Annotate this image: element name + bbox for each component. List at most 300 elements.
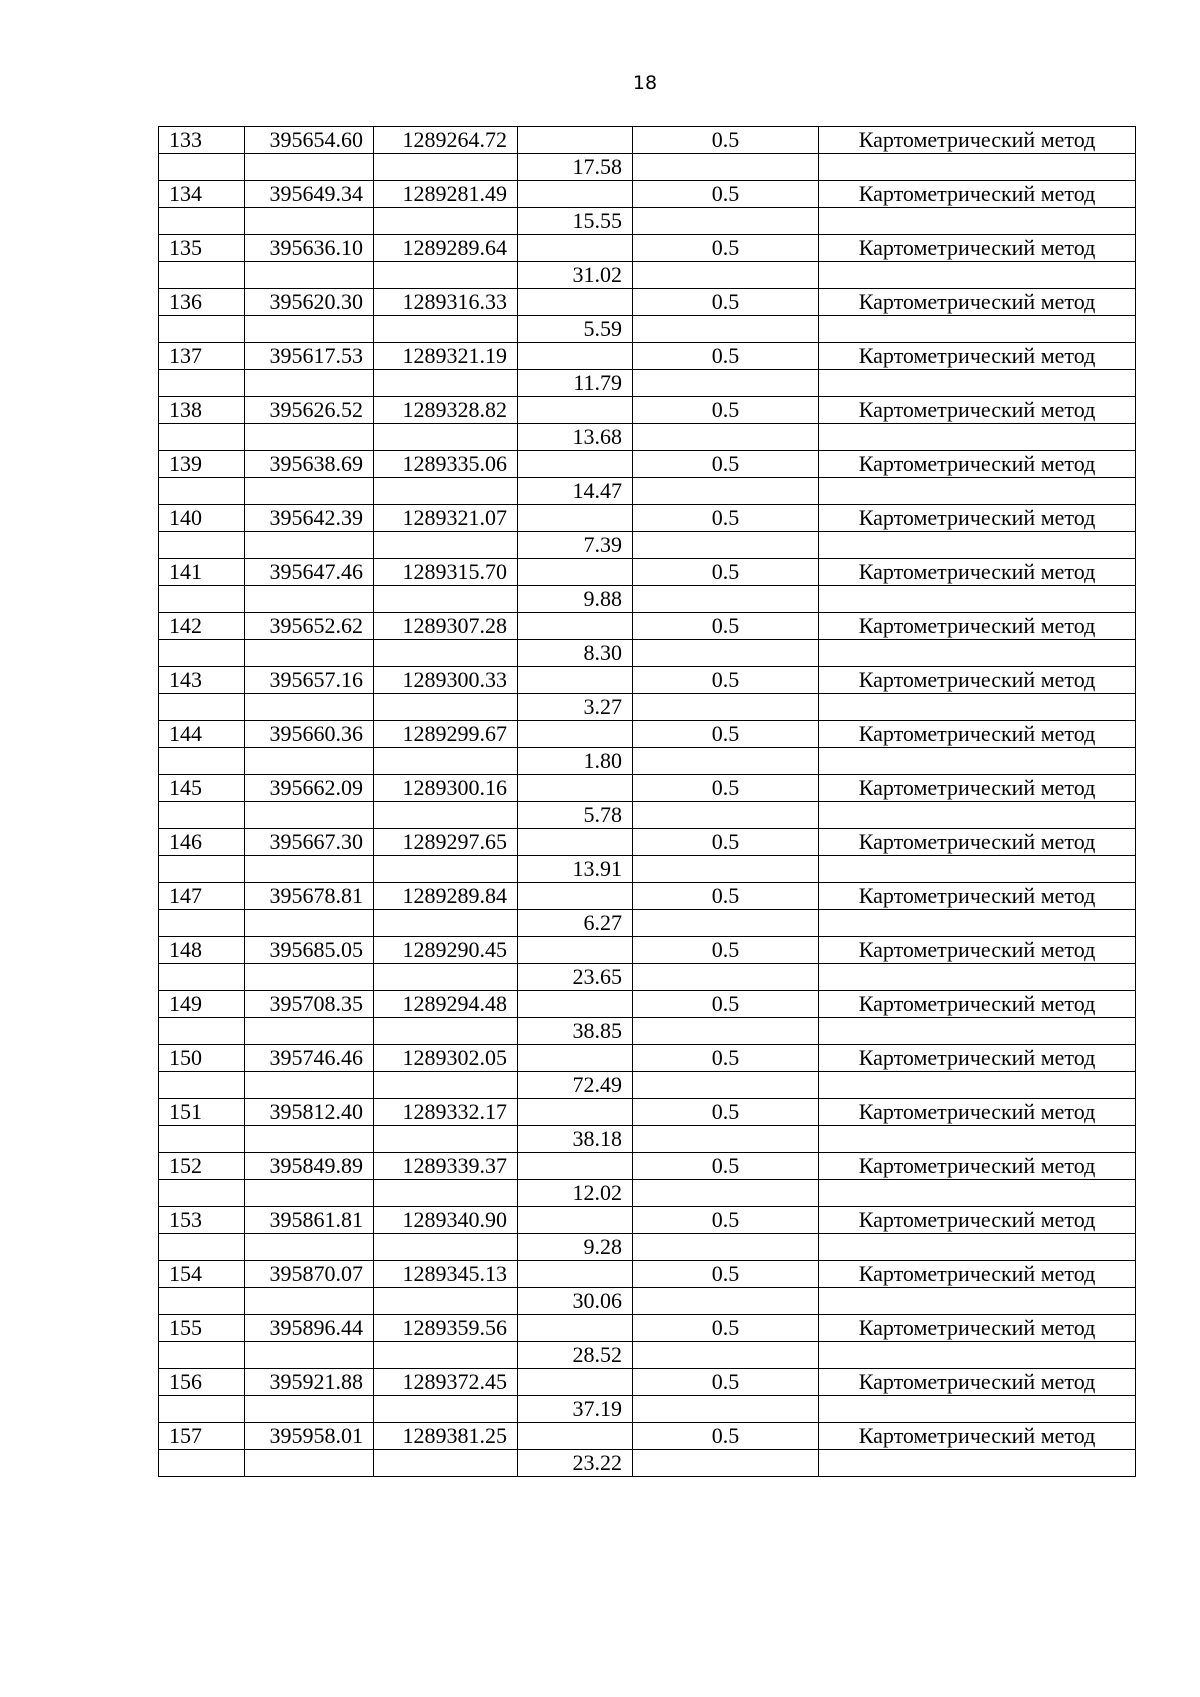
table-row-distance <box>159 316 1136 343</box>
table-row-point <box>159 613 1136 640</box>
point-number-cell: 140 <box>159 505 245 532</box>
empty-cell <box>518 127 633 154</box>
point-number-cell: 157 <box>159 1423 245 1450</box>
x-coordinate-cell: 395647.46 <box>245 559 374 586</box>
empty-cell <box>518 721 633 748</box>
accuracy-cell: 0.5 <box>633 1423 819 1450</box>
empty-cell <box>374 424 518 451</box>
point-number-cell: 147 <box>159 883 245 910</box>
accuracy-cell: 0.5 <box>633 397 819 424</box>
distance-cell: 37.19 <box>518 1396 633 1423</box>
empty-cell <box>819 1180 1136 1207</box>
empty-cell <box>159 964 245 991</box>
distance-cell: 17.58 <box>518 154 633 181</box>
method-cell: Картометрический метод <box>819 613 1136 640</box>
y-coordinate-cell: 1289281.49 <box>374 181 518 208</box>
table-row-point <box>159 1423 1136 1450</box>
table-row-point <box>159 883 1136 910</box>
table-row-point <box>159 1045 1136 1072</box>
empty-cell <box>245 478 374 505</box>
empty-cell <box>819 154 1136 181</box>
empty-cell <box>245 586 374 613</box>
empty-cell <box>245 1342 374 1369</box>
accuracy-cell: 0.5 <box>633 721 819 748</box>
empty-cell <box>245 1396 374 1423</box>
empty-cell <box>633 586 819 613</box>
empty-cell <box>159 1396 245 1423</box>
empty-cell <box>159 640 245 667</box>
empty-cell <box>159 910 245 937</box>
method-cell: Картометрический метод <box>819 451 1136 478</box>
method-cell: Картометрический метод <box>819 397 1136 424</box>
table-row-point <box>159 235 1136 262</box>
coordinates-table <box>158 126 1136 1477</box>
empty-cell <box>518 181 633 208</box>
empty-cell <box>819 262 1136 289</box>
accuracy-cell: 0.5 <box>633 991 819 1018</box>
table-row-point <box>159 829 1136 856</box>
y-coordinate-cell: 1289264.72 <box>374 127 518 154</box>
y-coordinate-cell: 1289321.19 <box>374 343 518 370</box>
empty-cell <box>374 694 518 721</box>
empty-cell <box>159 1288 245 1315</box>
distance-cell: 14.47 <box>518 478 633 505</box>
x-coordinate-cell: 395812.40 <box>245 1099 374 1126</box>
y-coordinate-cell: 1289328.82 <box>374 397 518 424</box>
empty-cell <box>159 532 245 559</box>
distance-cell: 9.88 <box>518 586 633 613</box>
distance-cell: 13.91 <box>518 856 633 883</box>
table-row-distance <box>159 1288 1136 1315</box>
empty-cell <box>633 316 819 343</box>
empty-cell <box>159 262 245 289</box>
empty-cell <box>374 1396 518 1423</box>
distance-cell: 38.18 <box>518 1126 633 1153</box>
empty-cell <box>819 1396 1136 1423</box>
empty-cell <box>633 748 819 775</box>
x-coordinate-cell: 395870.07 <box>245 1261 374 1288</box>
empty-cell <box>159 856 245 883</box>
empty-cell <box>245 424 374 451</box>
empty-cell <box>159 316 245 343</box>
empty-cell <box>819 910 1136 937</box>
empty-cell <box>159 208 245 235</box>
accuracy-cell: 0.5 <box>633 1261 819 1288</box>
empty-cell <box>518 883 633 910</box>
point-number-cell: 153 <box>159 1207 245 1234</box>
point-number-cell: 155 <box>159 1315 245 1342</box>
x-coordinate-cell: 395678.81 <box>245 883 374 910</box>
empty-cell <box>374 1126 518 1153</box>
table-row-distance <box>159 1396 1136 1423</box>
y-coordinate-cell: 1289300.16 <box>374 775 518 802</box>
accuracy-cell: 0.5 <box>633 1315 819 1342</box>
empty-cell <box>159 586 245 613</box>
empty-cell <box>374 1342 518 1369</box>
point-number-cell: 134 <box>159 181 245 208</box>
y-coordinate-cell: 1289294.48 <box>374 991 518 1018</box>
method-cell: Картометрический метод <box>819 1315 1136 1342</box>
x-coordinate-cell: 395626.52 <box>245 397 374 424</box>
empty-cell <box>245 154 374 181</box>
y-coordinate-cell: 1289300.33 <box>374 667 518 694</box>
accuracy-cell: 0.5 <box>633 181 819 208</box>
accuracy-cell: 0.5 <box>633 505 819 532</box>
y-coordinate-cell: 1289321.07 <box>374 505 518 532</box>
empty-cell <box>518 829 633 856</box>
empty-cell <box>245 748 374 775</box>
empty-cell <box>819 316 1136 343</box>
table-row-distance <box>159 1072 1136 1099</box>
empty-cell <box>518 1369 633 1396</box>
table-row-distance <box>159 694 1136 721</box>
empty-cell <box>819 694 1136 721</box>
empty-cell <box>159 424 245 451</box>
table-row-point <box>159 397 1136 424</box>
empty-cell <box>245 964 374 991</box>
page-number: 18 <box>632 72 658 94</box>
method-cell: Картометрический метод <box>819 343 1136 370</box>
empty-cell <box>245 802 374 829</box>
table-row-distance <box>159 802 1136 829</box>
method-cell: Картометрический метод <box>819 1153 1136 1180</box>
empty-cell <box>374 1234 518 1261</box>
empty-cell <box>633 1450 819 1477</box>
x-coordinate-cell: 395657.16 <box>245 667 374 694</box>
empty-cell <box>374 1180 518 1207</box>
table-row-point <box>159 127 1136 154</box>
method-cell: Картометрический метод <box>819 775 1136 802</box>
y-coordinate-cell: 1289381.25 <box>374 1423 518 1450</box>
table-row-distance <box>159 964 1136 991</box>
empty-cell <box>518 667 633 694</box>
method-cell: Картометрический метод <box>819 235 1136 262</box>
point-number-cell: 150 <box>159 1045 245 1072</box>
distance-cell: 5.59 <box>518 316 633 343</box>
y-coordinate-cell: 1289290.45 <box>374 937 518 964</box>
empty-cell <box>819 208 1136 235</box>
empty-cell <box>518 289 633 316</box>
x-coordinate-cell: 395861.81 <box>245 1207 374 1234</box>
table-row-point <box>159 1261 1136 1288</box>
accuracy-cell: 0.5 <box>633 829 819 856</box>
empty-cell <box>159 154 245 181</box>
table-row-point <box>159 667 1136 694</box>
empty-cell <box>633 1234 819 1261</box>
table-row-distance <box>159 586 1136 613</box>
empty-cell <box>159 1234 245 1261</box>
distance-cell: 15.55 <box>518 208 633 235</box>
x-coordinate-cell: 395642.39 <box>245 505 374 532</box>
x-coordinate-cell: 395649.34 <box>245 181 374 208</box>
empty-cell <box>633 532 819 559</box>
y-coordinate-cell: 1289359.56 <box>374 1315 518 1342</box>
empty-cell <box>633 1342 819 1369</box>
table-row-distance <box>159 1126 1136 1153</box>
empty-cell <box>245 1072 374 1099</box>
distance-cell: 31.02 <box>518 262 633 289</box>
distance-cell: 23.22 <box>518 1450 633 1477</box>
accuracy-cell: 0.5 <box>633 775 819 802</box>
distance-cell: 5.78 <box>518 802 633 829</box>
accuracy-cell: 0.5 <box>633 1153 819 1180</box>
distance-cell: 7.39 <box>518 532 633 559</box>
empty-cell <box>518 1153 633 1180</box>
empty-cell <box>819 1126 1136 1153</box>
empty-cell <box>374 640 518 667</box>
empty-cell <box>518 559 633 586</box>
table-row-distance <box>159 208 1136 235</box>
accuracy-cell: 0.5 <box>633 613 819 640</box>
table-row-point <box>159 451 1136 478</box>
empty-cell <box>245 1126 374 1153</box>
empty-cell <box>819 856 1136 883</box>
x-coordinate-cell: 395652.62 <box>245 613 374 640</box>
method-cell: Картометрический метод <box>819 1369 1136 1396</box>
table-row-distance <box>159 856 1136 883</box>
empty-cell <box>374 1288 518 1315</box>
empty-cell <box>518 1045 633 1072</box>
accuracy-cell: 0.5 <box>633 883 819 910</box>
empty-cell <box>245 1018 374 1045</box>
empty-cell <box>518 235 633 262</box>
point-number-cell: 137 <box>159 343 245 370</box>
empty-cell <box>374 262 518 289</box>
point-number-cell: 148 <box>159 937 245 964</box>
empty-cell <box>819 1288 1136 1315</box>
empty-cell <box>159 802 245 829</box>
empty-cell <box>245 1450 374 1477</box>
empty-cell <box>245 1180 374 1207</box>
table-row-distance <box>159 262 1136 289</box>
empty-cell <box>819 640 1136 667</box>
empty-cell <box>819 748 1136 775</box>
empty-cell <box>633 478 819 505</box>
distance-cell: 12.02 <box>518 1180 633 1207</box>
distance-cell: 38.85 <box>518 1018 633 1045</box>
empty-cell <box>374 478 518 505</box>
distance-cell: 3.27 <box>518 694 633 721</box>
empty-cell <box>518 1099 633 1126</box>
empty-cell <box>633 1288 819 1315</box>
accuracy-cell: 0.5 <box>633 1099 819 1126</box>
x-coordinate-cell: 395620.30 <box>245 289 374 316</box>
empty-cell <box>245 856 374 883</box>
empty-cell <box>374 208 518 235</box>
y-coordinate-cell: 1289316.33 <box>374 289 518 316</box>
empty-cell <box>518 1207 633 1234</box>
empty-cell <box>374 910 518 937</box>
empty-cell <box>633 640 819 667</box>
x-coordinate-cell: 395849.89 <box>245 1153 374 1180</box>
empty-cell <box>245 208 374 235</box>
distance-cell: 6.27 <box>518 910 633 937</box>
method-cell: Картометрический метод <box>819 1099 1136 1126</box>
table-row-distance <box>159 748 1136 775</box>
table-row-distance <box>159 532 1136 559</box>
empty-cell <box>159 1072 245 1099</box>
accuracy-cell: 0.5 <box>633 451 819 478</box>
empty-cell <box>819 478 1136 505</box>
point-number-cell: 145 <box>159 775 245 802</box>
empty-cell <box>245 316 374 343</box>
table-row-point <box>159 559 1136 586</box>
table-row-point <box>159 181 1136 208</box>
empty-cell <box>518 775 633 802</box>
table-row-point <box>159 343 1136 370</box>
table-row-point <box>159 1153 1136 1180</box>
empty-cell <box>374 802 518 829</box>
point-number-cell: 139 <box>159 451 245 478</box>
table-row-distance <box>159 424 1136 451</box>
accuracy-cell: 0.5 <box>633 667 819 694</box>
empty-cell <box>159 1180 245 1207</box>
empty-cell <box>819 424 1136 451</box>
empty-cell <box>159 1126 245 1153</box>
method-cell: Картометрический метод <box>819 991 1136 1018</box>
point-number-cell: 149 <box>159 991 245 1018</box>
x-coordinate-cell: 395746.46 <box>245 1045 374 1072</box>
empty-cell <box>374 964 518 991</box>
table-row-distance <box>159 478 1136 505</box>
empty-cell <box>245 640 374 667</box>
empty-cell <box>245 1288 374 1315</box>
table-row-point <box>159 505 1136 532</box>
y-coordinate-cell: 1289307.28 <box>374 613 518 640</box>
empty-cell <box>374 154 518 181</box>
empty-cell <box>633 424 819 451</box>
empty-cell <box>819 586 1136 613</box>
empty-cell <box>374 1450 518 1477</box>
empty-cell <box>633 1018 819 1045</box>
x-coordinate-cell: 395654.60 <box>245 127 374 154</box>
x-coordinate-cell: 395638.69 <box>245 451 374 478</box>
empty-cell <box>819 802 1136 829</box>
accuracy-cell: 0.5 <box>633 559 819 586</box>
empty-cell <box>518 1315 633 1342</box>
empty-cell <box>633 964 819 991</box>
empty-cell <box>633 208 819 235</box>
method-cell: Картометрический метод <box>819 667 1136 694</box>
point-number-cell: 133 <box>159 127 245 154</box>
method-cell: Картометрический метод <box>819 127 1136 154</box>
table-row-point <box>159 937 1136 964</box>
empty-cell <box>374 856 518 883</box>
empty-cell <box>245 532 374 559</box>
point-number-cell: 136 <box>159 289 245 316</box>
empty-cell <box>819 370 1136 397</box>
x-coordinate-cell: 395662.09 <box>245 775 374 802</box>
y-coordinate-cell: 1289289.84 <box>374 883 518 910</box>
accuracy-cell: 0.5 <box>633 343 819 370</box>
empty-cell <box>518 1423 633 1450</box>
method-cell: Картометрический метод <box>819 829 1136 856</box>
table-row-point <box>159 1207 1136 1234</box>
x-coordinate-cell: 395708.35 <box>245 991 374 1018</box>
empty-cell <box>633 694 819 721</box>
method-cell: Картометрический метод <box>819 1261 1136 1288</box>
y-coordinate-cell: 1289302.05 <box>374 1045 518 1072</box>
x-coordinate-cell: 395667.30 <box>245 829 374 856</box>
empty-cell <box>518 505 633 532</box>
distance-cell: 28.52 <box>518 1342 633 1369</box>
point-number-cell: 151 <box>159 1099 245 1126</box>
y-coordinate-cell: 1289340.90 <box>374 1207 518 1234</box>
distance-cell: 9.28 <box>518 1234 633 1261</box>
empty-cell <box>633 1396 819 1423</box>
table-row-distance <box>159 1180 1136 1207</box>
empty-cell <box>374 1018 518 1045</box>
empty-cell <box>159 1450 245 1477</box>
method-cell: Картометрический метод <box>819 289 1136 316</box>
y-coordinate-cell: 1289339.37 <box>374 1153 518 1180</box>
point-number-cell: 146 <box>159 829 245 856</box>
x-coordinate-cell: 395921.88 <box>245 1369 374 1396</box>
empty-cell <box>518 991 633 1018</box>
empty-cell <box>518 613 633 640</box>
empty-cell <box>633 154 819 181</box>
empty-cell <box>819 1072 1136 1099</box>
accuracy-cell: 0.5 <box>633 1369 819 1396</box>
table-row-distance <box>159 1234 1136 1261</box>
accuracy-cell: 0.5 <box>633 127 819 154</box>
x-coordinate-cell: 395660.36 <box>245 721 374 748</box>
empty-cell <box>159 748 245 775</box>
empty-cell <box>819 1342 1136 1369</box>
x-coordinate-cell: 395636.10 <box>245 235 374 262</box>
method-cell: Картометрический метод <box>819 883 1136 910</box>
point-number-cell: 152 <box>159 1153 245 1180</box>
table-row-distance <box>159 910 1136 937</box>
empty-cell <box>159 1342 245 1369</box>
x-coordinate-cell: 395685.05 <box>245 937 374 964</box>
empty-cell <box>374 532 518 559</box>
empty-cell <box>245 262 374 289</box>
table-row-point <box>159 721 1136 748</box>
y-coordinate-cell: 1289345.13 <box>374 1261 518 1288</box>
empty-cell <box>245 1234 374 1261</box>
method-cell: Картометрический метод <box>819 721 1136 748</box>
method-cell: Картометрический метод <box>819 1045 1136 1072</box>
empty-cell <box>633 370 819 397</box>
empty-cell <box>819 1234 1136 1261</box>
distance-cell: 72.49 <box>518 1072 633 1099</box>
distance-cell: 13.68 <box>518 424 633 451</box>
table-row-point <box>159 289 1136 316</box>
empty-cell <box>374 748 518 775</box>
empty-cell <box>518 937 633 964</box>
x-coordinate-cell: 395896.44 <box>245 1315 374 1342</box>
point-number-cell: 142 <box>159 613 245 640</box>
empty-cell <box>374 316 518 343</box>
accuracy-cell: 0.5 <box>633 1045 819 1072</box>
empty-cell <box>633 262 819 289</box>
distance-cell: 30.06 <box>518 1288 633 1315</box>
empty-cell <box>819 1018 1136 1045</box>
method-cell: Картометрический метод <box>819 505 1136 532</box>
point-number-cell: 144 <box>159 721 245 748</box>
empty-cell <box>245 910 374 937</box>
empty-cell <box>374 1072 518 1099</box>
table-row-point <box>159 1099 1136 1126</box>
table-row-point <box>159 991 1136 1018</box>
y-coordinate-cell: 1289315.70 <box>374 559 518 586</box>
empty-cell <box>159 370 245 397</box>
method-cell: Картометрический метод <box>819 1423 1136 1450</box>
method-cell: Картометрический метод <box>819 559 1136 586</box>
empty-cell <box>374 370 518 397</box>
accuracy-cell: 0.5 <box>633 1207 819 1234</box>
